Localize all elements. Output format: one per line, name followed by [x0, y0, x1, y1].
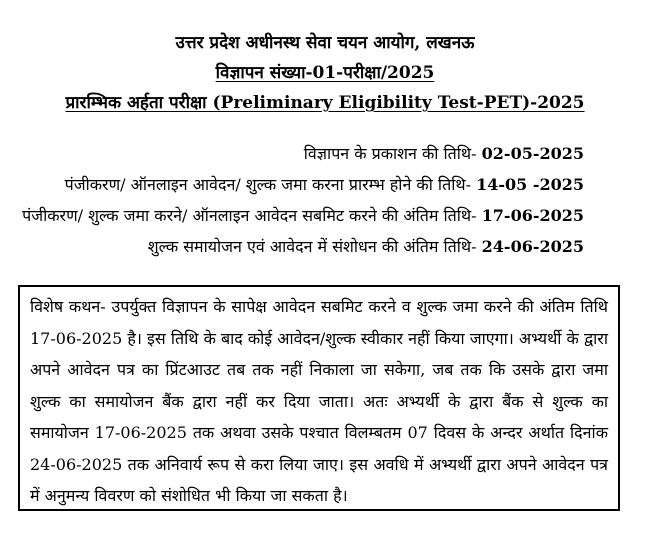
organization-title: उत्तर प्रदेश अधीनस्थ सेवा चयन आयोग, लखनऊ [175, 33, 475, 53]
date-row [22, 200, 584, 231]
date-row [22, 169, 584, 200]
special-notice-text: विशेष कथन- उपर्युक्त विज्ञापन के सापेक्ष आवेदन सबमिट करने व शुल्क जमा करने की अंतिम तिथि 17-06-2025 है। इस तिथि के बाद कोई आवेदन/शुल्क स्वीकार नहीं किया जाएगा। अभ्यर्थी के द्वारा अपने आवेदन पत्र का प्रिंटआउट तब तक नहीं निकाला जा सकेगा, जब तक कि उसके द्वारा जमा शुल्क का समायोजन बैंक द्वारा नहीं कर दिया जाता। अतः अभ्यर्थी के द्वारा बैंक से शुल्क का समायोजन 17-06-2025 तक अथवा उसके पश्चात विलम्बतम 07 दिवस के अन्दर अर्थात दिनांक 24-06-2025 तक अनिवार्य रूप से करा लिया जाए। इस अवधि में अभ्यर्थी द्वारा अपने आवेदन पत्र में अनुमन्य विवरण को संशोधित भी किया जा सकता है। [30, 297, 608, 505]
date-value: 17-06-2025 [481, 206, 584, 225]
date-row [22, 138, 584, 169]
important-dates [22, 138, 584, 262]
date-value: 02-05-2025 [481, 144, 584, 163]
date-value: 24-06-2025 [481, 237, 584, 256]
date-label: विज्ञापन के प्रकाशन की तिथि- [303, 144, 477, 163]
date-label: पंजीकरण/ ऑनलाइन आवेदन/ शुल्क जमा करना प्रारम्भ होने की तिथि- [64, 175, 471, 194]
advertisement-number: विज्ञापन संख्या-01-परीक्षा/2025 [215, 63, 435, 83]
date-label: शुल्क समायोजन एवं आवेदन में संशोधन की अंतिम तिथि- [147, 237, 477, 256]
date-label: पंजीकरण/ शुल्क जमा करने/ ऑनलाइन आवेदन सबमिट करने की अंतिम तिथि- [22, 206, 477, 225]
date-value: 14-05 -2025 [476, 175, 584, 194]
date-row [22, 231, 584, 262]
exam-title: प्रारम्भिक अर्हता परीक्षा (Preliminary Eligibility Test-PET)-2025 [65, 93, 585, 113]
document-header [0, 28, 650, 118]
special-notice-box [18, 285, 620, 511]
